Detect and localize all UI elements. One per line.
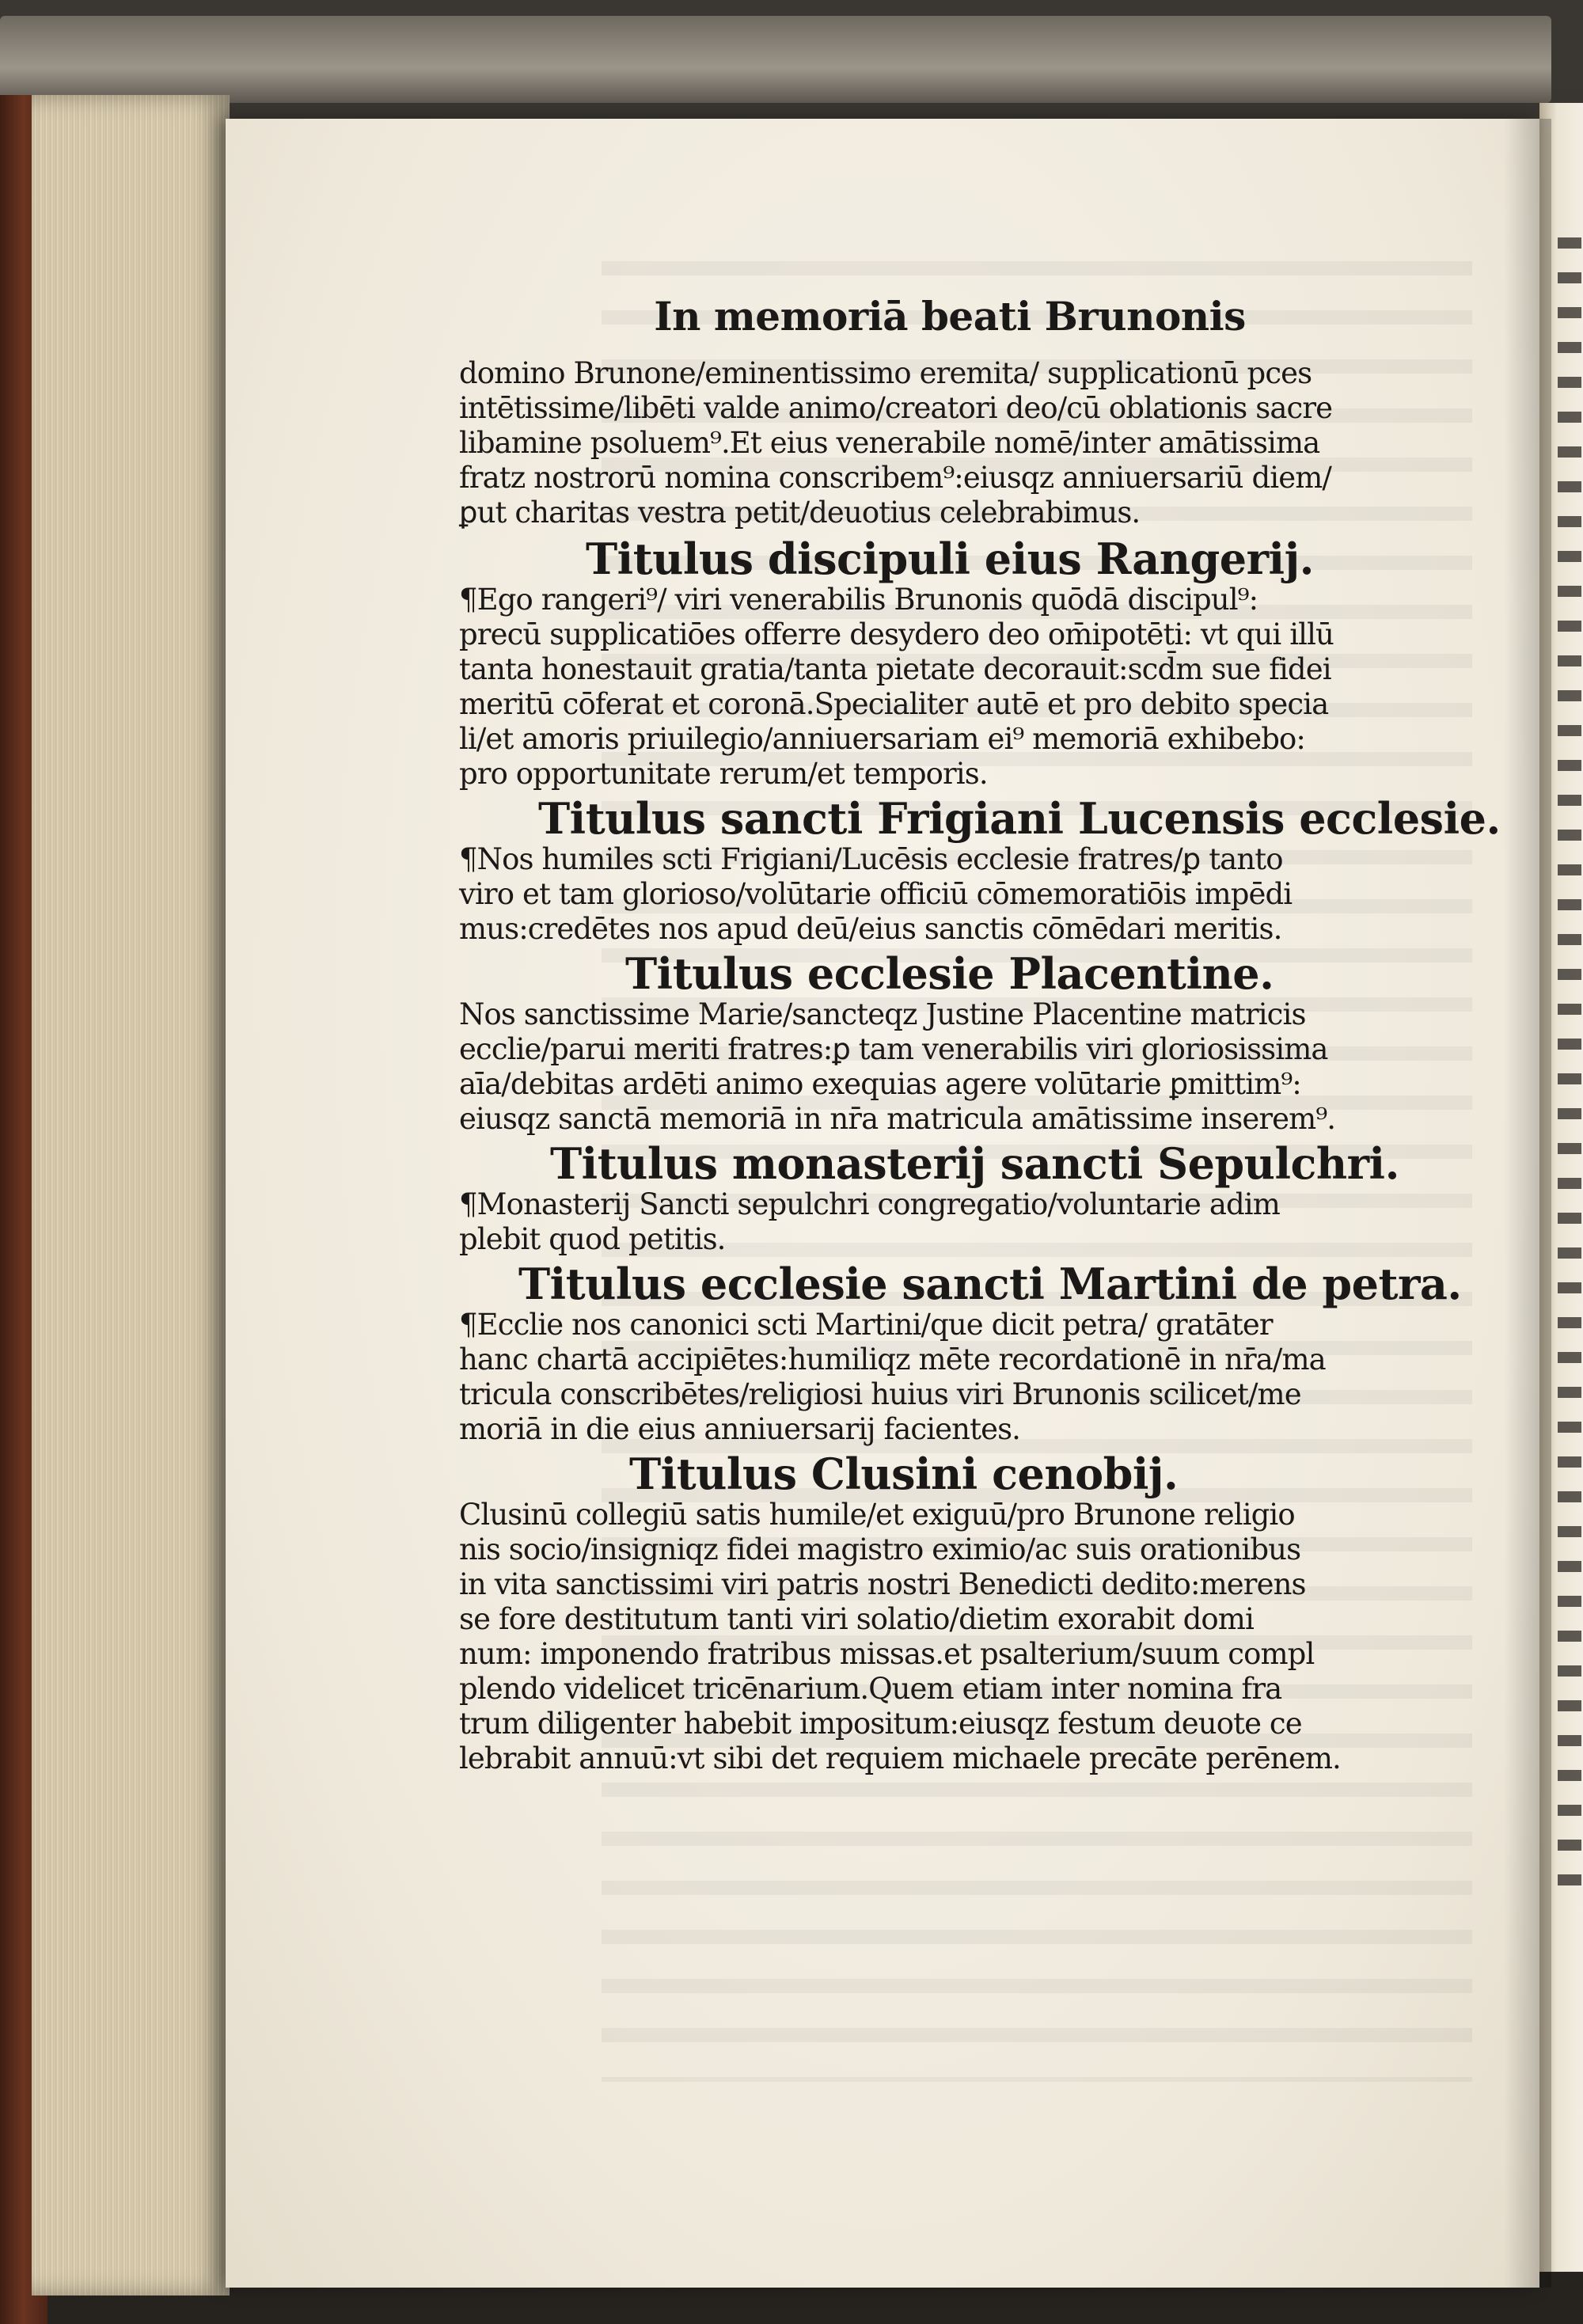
section-body-martini <box>459 1308 1441 1447</box>
text-line: precū supplicatiōes offerre desydero deo om̄ipotēti: vt qui illū <box>459 617 1334 651</box>
text-line: intētissime/libēti valde animo/creatori deo/cū oblationis sacre <box>459 391 1333 425</box>
text-line: domino Brunone/eminentissimo eremita/ supplicationū pces <box>459 356 1312 390</box>
section-title-placentine: Titulus ecclesie Placentine. <box>625 948 1274 999</box>
text-line: tricula conscribētes/religiosi huius viri Brunonis scilicet/me <box>459 1377 1301 1411</box>
text-line: libamine psoluem⁹.Et eius venerabile nomē/inter amātissima <box>459 426 1320 460</box>
text-line: num: imponendo fratribus missas.et psalterium/suum compl <box>459 1637 1315 1671</box>
text-line: ecclie/parui meriti fratres:ꝑ tam venerabilis viri gloriosissima <box>459 1032 1328 1066</box>
printed-text-block <box>459 285 1501 1776</box>
section-title-martini: Titulus ecclesie sancti Martini de petra. <box>518 1259 1462 1309</box>
section-body-frigiani <box>459 842 1441 947</box>
text-line: in vita sanctissimi viri patris nostri Benedicti dedito:merens <box>459 1567 1306 1601</box>
section-body-sepulchri <box>459 1187 1441 1257</box>
text-line: plendo videlicet tricēnarium.Quem etiam inter nomina fra <box>459 1672 1282 1706</box>
section-body-clusini <box>459 1498 1441 1776</box>
book-cover-edge <box>0 16 1551 103</box>
text-line: ꝑut charitas vestra petit/deuotius celebrabimus. <box>459 496 1141 530</box>
opening-paragraph <box>459 356 1441 530</box>
section-title-clusini: Titulus Clusini cenobij. <box>629 1449 1179 1499</box>
text-line: lebrabit annuū:vt sibi det requiem michaele precāte perēnem. <box>459 1741 1341 1775</box>
running-head: In memoriā beati Brunonis <box>654 293 1246 340</box>
text-line: moriā in die eius anniuersarij facientes. <box>459 1412 1021 1446</box>
text-line: meritū cōferat et coronā.Specialiter autē et pro debito specia <box>459 687 1329 721</box>
section-title-sepulchri: Titulus monasterij sancti Sepulchri. <box>550 1138 1399 1189</box>
text-line: plebit quod petitis. <box>459 1222 726 1256</box>
text-line: ¶Ego rangeri⁹/ viri venerabilis Brunonis quōdā discipul⁹: <box>459 583 1258 617</box>
text-line: trum diligenter habebit impositum:eiusqz festum deuote ce <box>459 1707 1302 1741</box>
text-line: ¶Nos humiles scti Frigiani/Lucēsis ecclesie fratres/ꝑ tanto <box>459 842 1283 876</box>
gutter-shadow <box>1504 119 1551 2288</box>
text-line: pro opportunitate rerum/et temporis. <box>459 757 988 791</box>
section-title-rangerius: Titulus discipuli eius Rangerij. <box>586 534 1314 584</box>
text-line: nis socio/insigniqz fidei magistro eximio/ac suis orationibus <box>459 1532 1301 1566</box>
text-line: fratz nostrorū nomina conscribem⁹:eiusqz anniuersariū diem/ <box>459 461 1331 495</box>
section-body-rangerius <box>459 583 1441 792</box>
text-line: Nos sanctissime Marie/sancteqz Justine Placentine matricis <box>459 997 1306 1031</box>
text-line: aīa/debitas ardēti animo exequias agere volūtarie ꝑmittim⁹: <box>459 1067 1301 1101</box>
text-line: se fore destitutum tanti viri solatio/dietim exorabit domi <box>459 1602 1254 1636</box>
text-line: ¶Monasterij Sancti sepulchri congregatio/voluntarie adim <box>459 1187 1280 1221</box>
text-line: tanta honestauit gratia/tanta pietate decorauit:scd̄m sue fidei <box>459 652 1331 686</box>
text-line: eiusqz sanctā memoriā in nr̄a matricula amātissime inserem⁹. <box>459 1102 1336 1136</box>
page-block-edges <box>32 95 230 2296</box>
facing-page-text-fragment <box>1558 237 1581 1900</box>
text-line: mus:credētes nos apud deū/eius sanctis cōmēdari meritis. <box>459 912 1282 946</box>
section-title-frigiani: Titulus sancti Frigiani Lucensis ecclesie. <box>538 793 1501 844</box>
text-line: ¶Ecclie nos canonici scti Martini/que dicit petra/ gratāter <box>459 1308 1273 1342</box>
section-body-placentine <box>459 997 1441 1137</box>
text-line: hanc chartā accipiētes:humiliqz mēte recordationē in nr̄a/ma <box>459 1342 1326 1377</box>
text-line: Clusinū collegiū satis humile/et exiguū/pro Brunone religio <box>459 1498 1295 1532</box>
text-line: li/et amoris priuilegio/anniuersariam ei⁹ memoriā exhibebo: <box>459 722 1305 756</box>
text-line: viro et tam glorioso/volūtarie officiū cōmemoratiōis impēdi <box>459 877 1293 911</box>
